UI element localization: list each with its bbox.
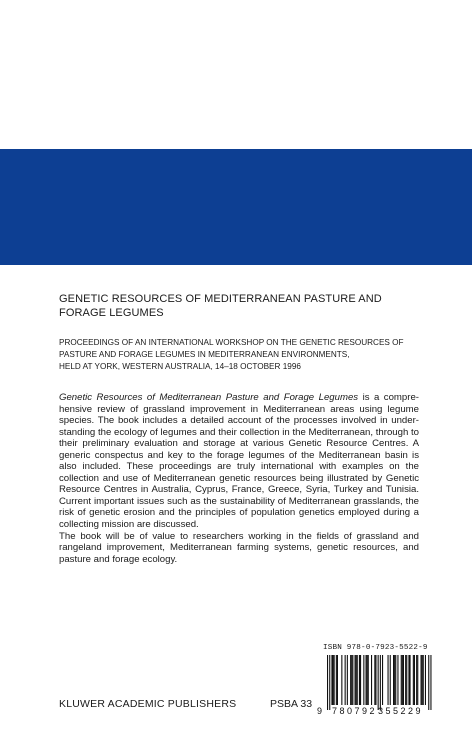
barcode-bar bbox=[414, 655, 415, 705]
barcode-bar bbox=[380, 655, 381, 710]
barcode-left-digits: 780792 bbox=[332, 706, 378, 716]
cover-color-band bbox=[0, 149, 472, 265]
title-line-1: GENETIC RESOURCES OF MEDITERRANEAN PASTURE AND bbox=[59, 293, 382, 305]
barcode-bar bbox=[355, 655, 356, 705]
barcode-bar bbox=[417, 655, 418, 705]
barcode-bar bbox=[406, 655, 407, 705]
barcode-bar bbox=[368, 655, 369, 705]
barcode-bar bbox=[357, 655, 358, 705]
barcode-bar bbox=[351, 655, 352, 705]
barcode-first-digit: 9 bbox=[317, 706, 323, 716]
title-line-2: FORAGE LEGUMES bbox=[59, 307, 164, 319]
barcode-bar bbox=[350, 655, 351, 705]
barcode-bar bbox=[333, 655, 334, 705]
barcode-bar bbox=[388, 655, 389, 705]
barcode-bar bbox=[413, 655, 414, 705]
barcode-bar bbox=[403, 655, 404, 705]
blurb-italic-title: Genetic Resources of Mediterranean Pasture and Forage Legumes bbox=[59, 392, 359, 403]
barcode bbox=[316, 655, 435, 716]
barcode-bar bbox=[382, 655, 383, 705]
barcode-bar bbox=[367, 655, 368, 705]
barcode-bar bbox=[393, 655, 394, 705]
subtitle-line-3: HELD AT YORK, WESTERN AUSTRALIA, 14–18 OCTOBER 1996 bbox=[59, 362, 301, 372]
barcode-bar bbox=[408, 655, 409, 705]
blurb bbox=[59, 392, 419, 565]
subtitle-line-1: PROCEEDINGS OF AN INTERNATIONAL WORKSHOP ON THE GENETIC RESOURCES OF bbox=[59, 338, 404, 347]
barcode-bar bbox=[337, 655, 338, 705]
barcode-bar bbox=[394, 655, 395, 705]
barcode-bar bbox=[421, 655, 422, 705]
barcode-bar bbox=[327, 655, 328, 710]
barcode-right-digits: 355229 bbox=[378, 706, 424, 716]
barcode-bar bbox=[329, 655, 330, 710]
barcode-bar bbox=[401, 655, 402, 705]
barcode-bar bbox=[347, 655, 348, 705]
barcode-bar bbox=[378, 655, 379, 710]
barcode-bar bbox=[390, 655, 391, 705]
blurb-paragraph-1 bbox=[59, 392, 419, 531]
subtitle-line-2: PASTURE AND FORAGE LEGUMES IN MEDITERRANEAN ENVIRONMENTS, bbox=[59, 350, 350, 360]
barcode-bar bbox=[371, 655, 372, 705]
barcode-bar bbox=[425, 655, 426, 705]
barcode-bar bbox=[341, 655, 342, 705]
barcode-bar bbox=[374, 655, 375, 705]
isbn: ISBN 978-0-7923-5522-9 bbox=[323, 644, 428, 652]
barcode-bar bbox=[359, 655, 360, 705]
barcode-bar bbox=[405, 655, 406, 705]
barcode-bar bbox=[331, 655, 332, 705]
barcode-bar bbox=[360, 655, 361, 705]
blurb-paragraph-1-text: is a comprehensive review of grassland improvement in Mediterranean areas using legume species. The book includes a detailed account of the processes involved in understanding the ecology of legumes and their collection in the Mediterranean, through to their preliminary evaluation and storage at various Genetic Resource Centres. A generic conspectus and key to the forage legumes of the Mediterranean basin is also included. These proceedings are truly international with examples on the collection and use of Mediterranean genetic resources being illustrated by Genetic Resource Centres in Australia, Cyprus, France, Greece, Syria, Turkey and Tunisia. Current important issues such as the sustainability of Mediterranean grasslands, the risk of genetic erosion and the principles of population genetics employed during a collecting mission are discussed. bbox=[59, 392, 419, 531]
book-title bbox=[59, 292, 419, 320]
barcode-bar bbox=[402, 655, 403, 705]
barcode-bar bbox=[334, 655, 335, 705]
barcode-bar bbox=[356, 655, 357, 705]
blurb-paragraph-2: The book will be of value to researchers working in the fields of grassland and rangeland improvement, Mediterranean farming systems, genetic resources, and pasture and forage ecology. bbox=[59, 530, 419, 565]
barcode-graphic bbox=[316, 655, 435, 716]
barcode-bar bbox=[375, 655, 376, 705]
barcode-bar bbox=[352, 655, 353, 705]
barcode-bar bbox=[395, 655, 396, 705]
barcode-bar bbox=[430, 655, 431, 710]
publisher-name: KLUWER ACADEMIC PUBLISHERS bbox=[59, 698, 237, 710]
book-subtitle bbox=[59, 337, 439, 374]
barcode-bar bbox=[423, 655, 424, 705]
barcode-bar bbox=[336, 655, 337, 705]
barcode-bar bbox=[397, 655, 398, 705]
barcode-bar bbox=[410, 655, 411, 705]
barcode-bar bbox=[363, 655, 364, 705]
barcode-bar bbox=[422, 655, 423, 705]
barcode-bar bbox=[366, 655, 367, 705]
barcode-bar bbox=[428, 655, 429, 710]
barcode-bar bbox=[416, 655, 417, 705]
barcode-bar bbox=[345, 655, 346, 705]
series-code: PSBA 33 bbox=[270, 698, 313, 710]
